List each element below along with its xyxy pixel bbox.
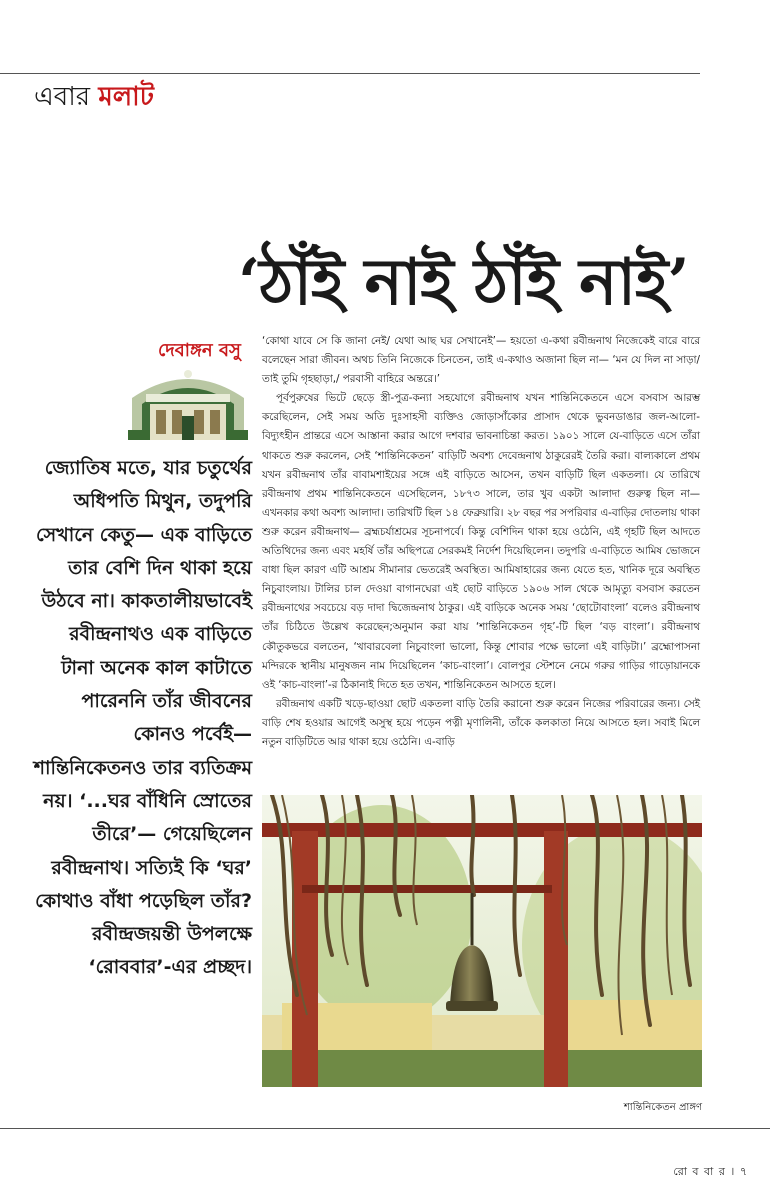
- bell-photo: [262, 795, 702, 1087]
- top-rule: [0, 73, 700, 74]
- section-accent: মলাট: [98, 82, 154, 112]
- intro-text: [30, 452, 252, 985]
- section-prefix: এবার: [34, 82, 91, 112]
- photo-caption: শান্তিনিকেতন প্রাঙ্গণ: [623, 1102, 702, 1113]
- author-photo: [128, 364, 248, 440]
- body-paragraph-1: ‘কোথা যাবে সে কি জানা নেই/ যেথা আছ ঘর সেখানেই’— হয়তো এ-কথা রবীন্দ্রনাথ নিজেকেই বারে বারে বলেছেন সারা জীবন। অথচ তিনি নিজেকে চিনতেন, তাই এ-কথাও অজানা ছিল না— ‘মন যে দিল না সাড়া/ তাই তুমি গৃহছাড়া,/ পরবাসী বাহিরে অন্তরে।’: [262, 335, 700, 386]
- byline: দেবাঙ্গন বসু: [158, 340, 241, 361]
- body-paragraph-3: রবীন্দ্রনাথ একটি খড়ে-ছাওয়া ছোট একতলা বাড়ি তৈরি করানো শুরু করেন নিজের পরিবারের জন্য। সেই বাড়ি শেষ হওয়ার আগেই অসুস্থ হয়ে পড়েন পত্নী মৃণালিনী, তাঁকে কলকাতা নিয়ে আসতে হল। সবাই মিলে নতুন বাড়িটিতে আর থাকা হয়ে ওঠেনি। এ-বাড়ি: [262, 697, 700, 748]
- bottom-rule: [0, 1128, 770, 1129]
- headline: ‘ঠাঁই নাই ঠাঁই নাই’: [238, 245, 689, 320]
- body-paragraph-2: পূর্বপুরুষের ভিটে ছেড়ে স্ত্রী-পুত্র-কন্যা সহযোগে রবীন্দ্রনাথ যখন শান্তিনিকেতনে এসে বসবাস আরম্ভ করেছিলেন, সেই সময় অতি দুঃসাহসী ব্যক্তিও জোড়াসাঁকোর প্রাসাদ থেকে ভুবনডাঙার জল-আলো-বিদ্যুৎহীন প্রান্তরে এসে আস্তানা করার আগে দশবার ভাবনাচিন্তা করত। ১৯০১ সালে যে-বাড়িতে এসে তাঁরা থাকতে শুরু করলেন, সেই ‘শান্তিনিকেতন’ বাড়িটি অবশ্য দেবেন্দ্রনাথ ঠাকুরেরই তৈরি করা। বাল্যকালে প্রথম যখন রবীন্দ্রনাথ তাঁর বাবামশাইয়ের সঙ্গে এই বাড়িতে আসেন, তখন বাড়িটি ছিল একতলা। যে তারিখে রবীন্দ্রনাথ প্রথম শান্তিনিকেতনে এসেছিলেন, ১৮৭৩ সালে, তার খুব একটা আলাদা গুরুত্ব ছিল না— এখনকার কথা অবশ্য আলাদা। তারিখটি ছিল ১৪ ফেব্রুয়ারি। ২৮ বছর পর সপরিবার এ-বাড়ির দোতলায় থাকা শুরু করেন রবীন্দ্রনাথ— ব্রহ্মচর্যাশ্রমের সূচনাপর্বে। কিন্তু বেশিদিন থাকা হয়ে ওঠেনি, এই গৃহটি ছিল আদতে অতিথিদের জন্য এবং মহর্ষি তাঁর অছিপত্রে সেরকমই নির্দেশ দিয়েছিলেন। তদুপরি এ-বাড়িতে আমিষ ভোজনে বাধা ছিল কারণ এটি আশ্রম সীমানার ভেতরেই অবস্থিত। আমিষাহারের জন্য যেতে হত, খানিক দূরে অবস্থিত নিচুবাংলায়। টালির চাল দেওয়া বাগানঘেরা এই ছোট বাড়িতে ১৯০৬ সাল থেকে আমৃত্যু বসবাস করতেন রবীন্দ্রনাথের সবচেয়ে বড় দাদা দ্বিজেন্দ্রনাথ ঠাকুর। এই বাড়িকে অনেক সময় ‘ছোটোবাংলা’ বলেও রবীন্দ্রনাথ তাঁর চিঠিতে উল্লেখ করেছেন;অনুমান করা যায় ‘শান্তিনিকেতন গৃহ’-টি ছিল ‘বড় বাংলা’। রবীন্দ্রনাথ কৌতুকভরে বলতেন, ‘খাবারবেলা নিচুবাংলা ভালো, কিন্তু শোবার পক্ষে ভালো এই বাড়িটা।’ ব্রহ্মোপাসনা মন্দিরকে স্থানীয় মানুষজন নাম দিয়েছিলেন ‘কাচ-বাংলা’। বোলপুর স্টেশনে নেমে গরুর গাড়ির গাড়োয়ানকে ওই ‘কাচ-বাংলা’-র ঠিকানাই দিতে হত তখন, শান্তিনিকেতন আসতে হলে।: [262, 392, 700, 691]
- intro-paragraph: জ্যোতিষ মতে, যার চতুর্থের অধিপতি মিথুন, তদুপরি সেখানে কেতু— এক বাড়িতে তার বেশি দিন থাকা হয়ে উঠবে না। কাকতালীয়ভাবেই রবীন্দ্রনাথও এক বাড়িতে টানা অনেক কাল কাটাতে পারেননি তাঁর জীবনের কোনও পর্বেই— শান্তিনিকেতনও তার ব্যতিক্রম নয়। ‘...ঘর বাঁধিনি স্রোতের তীরে’— গেয়েছিলেন রবীন্দ্রনাথ। সত্যিই কি ‘ঘর’ কোথাও বাঁধা পড়েছিল তাঁর? রবীন্দ্রজয়ন্তী উপলক্ষে ‘রোববার’-এর প্রচ্ছদ।: [33, 457, 252, 979]
- article-body: [262, 332, 700, 752]
- section-label: [34, 80, 154, 114]
- page-footer: রো ব বা র । ৭: [673, 1165, 748, 1178]
